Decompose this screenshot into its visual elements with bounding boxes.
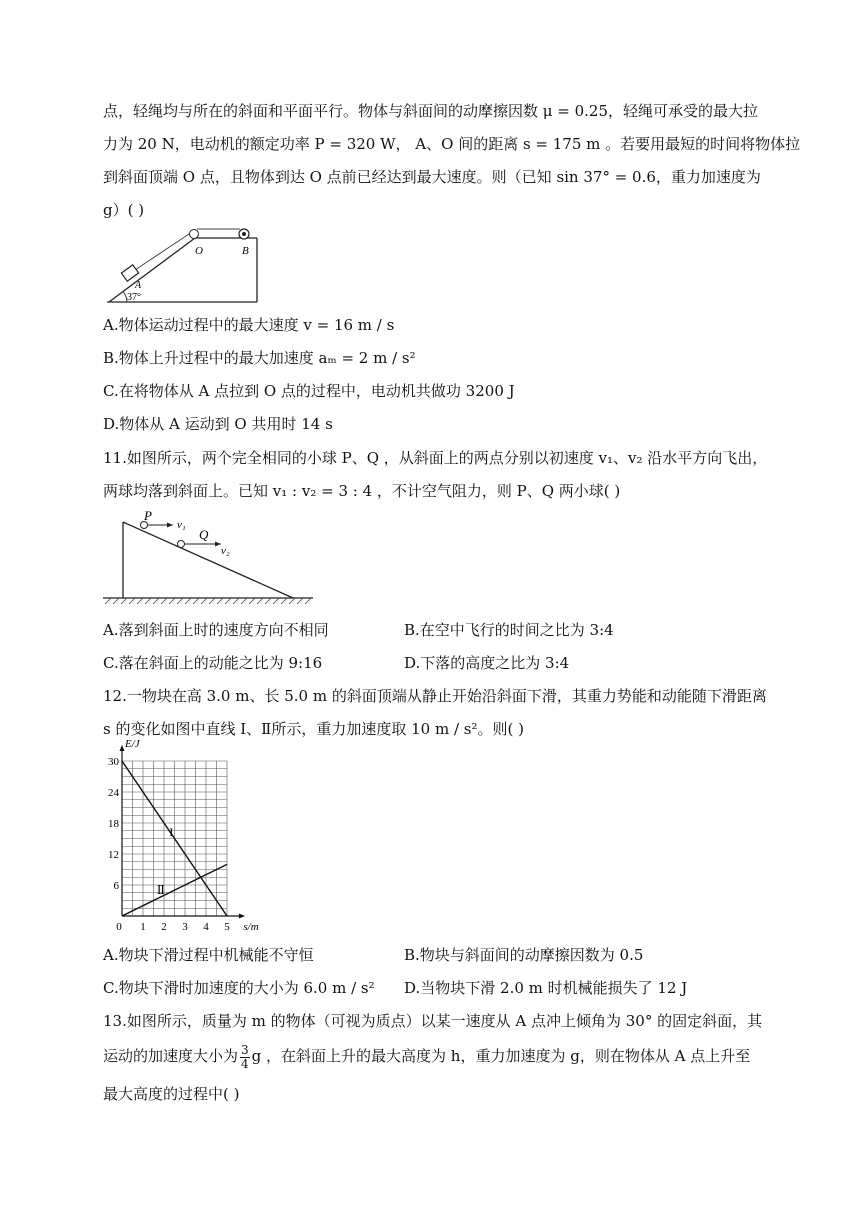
q10-option-c: C.在将物体从 A 点拉到 O 点的过程中，电动机共做功 3200 J (103, 382, 515, 400)
q13-text-line1: 13.如图所示，质量为 m 的物体（可视为质点）以某一速度从 A 点冲上倾角为 30° 的固定斜面，其 (103, 1012, 763, 1030)
x-tick-label: 5 (224, 921, 230, 933)
q12-energy-chart (100, 740, 268, 936)
q11-figure-projectile-incline (103, 508, 315, 608)
q12-option-c: C.物块下滑时加速度的大小为 6.0 m / s² (103, 979, 375, 997)
q12-text-line2: s 的变化如图中直线 I、Ⅱ所示，重力加速度取 10 m / s²。则( ) (103, 720, 524, 738)
series-label-II: Ⅱ (156, 882, 165, 897)
q10-text-line2: 力为 20 N，电动机的额定功率 P = 320 W， A、O 间的距离 s = 175 m 。若要用最短的时间将物体拉 (103, 135, 801, 153)
q10-text-line4: g）( ) (103, 201, 145, 219)
q12-text-line1: 12.一物块在高 3.0 m、长 5.0 m 的斜面顶端从静止开始沿斜面下滑，其重力势能和动能随下滑距离 (103, 687, 767, 705)
x-tick-label: 3 (182, 921, 188, 933)
series-label-I: I (169, 824, 174, 839)
q11-option-a: A.落到斜面上时的速度方向不相同 (103, 621, 329, 639)
q12-option-b: B.物块与斜面间的动摩擦因数为 0.5 (404, 946, 644, 964)
x-tick-label: 4 (203, 921, 209, 933)
q11-option-d: D.下落的高度之比为 3:4 (404, 654, 570, 672)
q11-text-line1: 11.如图所示，两个完全相同的小球 P、Q ，从斜面上的两点分别以初速度 v₁、v₂ 沿水平方向飞出， (103, 449, 768, 467)
x-axis-arrow (239, 914, 245, 919)
q12-option-d: D.当物块下滑 2.0 m 时机械能损失了 12 J (404, 979, 688, 997)
x-axis-label: s/m (243, 921, 259, 933)
q11-option-b: B.在空中飞行的时间之比为 3:4 (404, 621, 614, 639)
x-tick-label: 0 (116, 921, 122, 933)
label-B: B (242, 245, 249, 257)
q10-option-b: B.物体上升过程中的最大加速度 aₘ = 2 m / s² (103, 349, 416, 367)
y-tick-label: 18 (108, 818, 119, 830)
q13-line2-pre: 运动的加速度大小为 (103, 1047, 239, 1065)
label-O: O (195, 245, 203, 257)
label-Q: Q (199, 527, 209, 542)
y-tick-label: 6 (113, 880, 119, 892)
fraction (240, 1044, 250, 1071)
y-tick-label: 24 (108, 787, 119, 799)
label-angle: 37° (127, 292, 141, 303)
q13-text-line3: 最大高度的过程中( ) (103, 1085, 240, 1103)
y-axis-arrow (120, 745, 125, 751)
q12-option-a: A.物块下滑过程中机械能不守恒 (103, 946, 314, 964)
label-v2: v₂ (221, 545, 230, 557)
y-tick-label: 30 (108, 756, 119, 768)
q10-figure-incline-motor (105, 224, 265, 306)
q10-option-d: D.物体从 A 运动到 O 共用时 14 s (103, 415, 333, 433)
q10-text-line1: 点，轻绳均与所在的斜面和平面平行。物体与斜面间的动摩擦因数 μ = 0.25，轻绳可承受的最大拉 (103, 102, 759, 120)
q10-option-a: A.物体运动过程中的最大速度 v = 16 m / s (103, 316, 395, 334)
q11-text-line2: 两球均落到斜面上。已知 v₁ : v₂ = 3 : 4 ，不计空气阻力，则 P、Q 两小球( ) (103, 482, 621, 500)
label-v1: v₁ (177, 519, 186, 531)
q13-line2-post: g ，在斜面上升的最大高度为 h，重力加速度为 g，则在物体从 A 点上升至 (251, 1047, 751, 1065)
fraction-numerator: 3 (241, 1042, 249, 1057)
q10-text-line3: 到斜面顶端 O 点，且物体到达 O 点前已经达到最大速度。则（已知 sin 37° = 0.6，重力加速度为 (103, 168, 761, 186)
y-tick-label: 12 (108, 849, 119, 861)
label-P: P (144, 508, 152, 523)
y-axis-label: E/J (125, 740, 140, 750)
q13-text-line2 (103, 1042, 750, 1071)
x-tick-label: 1 (140, 921, 146, 933)
q11-option-c: C.落在斜面上的动能之比为 9:16 (103, 654, 323, 672)
x-tick-label: 2 (161, 921, 167, 933)
label-A: A (135, 280, 142, 291)
fraction-denominator: 4 (241, 1056, 249, 1071)
